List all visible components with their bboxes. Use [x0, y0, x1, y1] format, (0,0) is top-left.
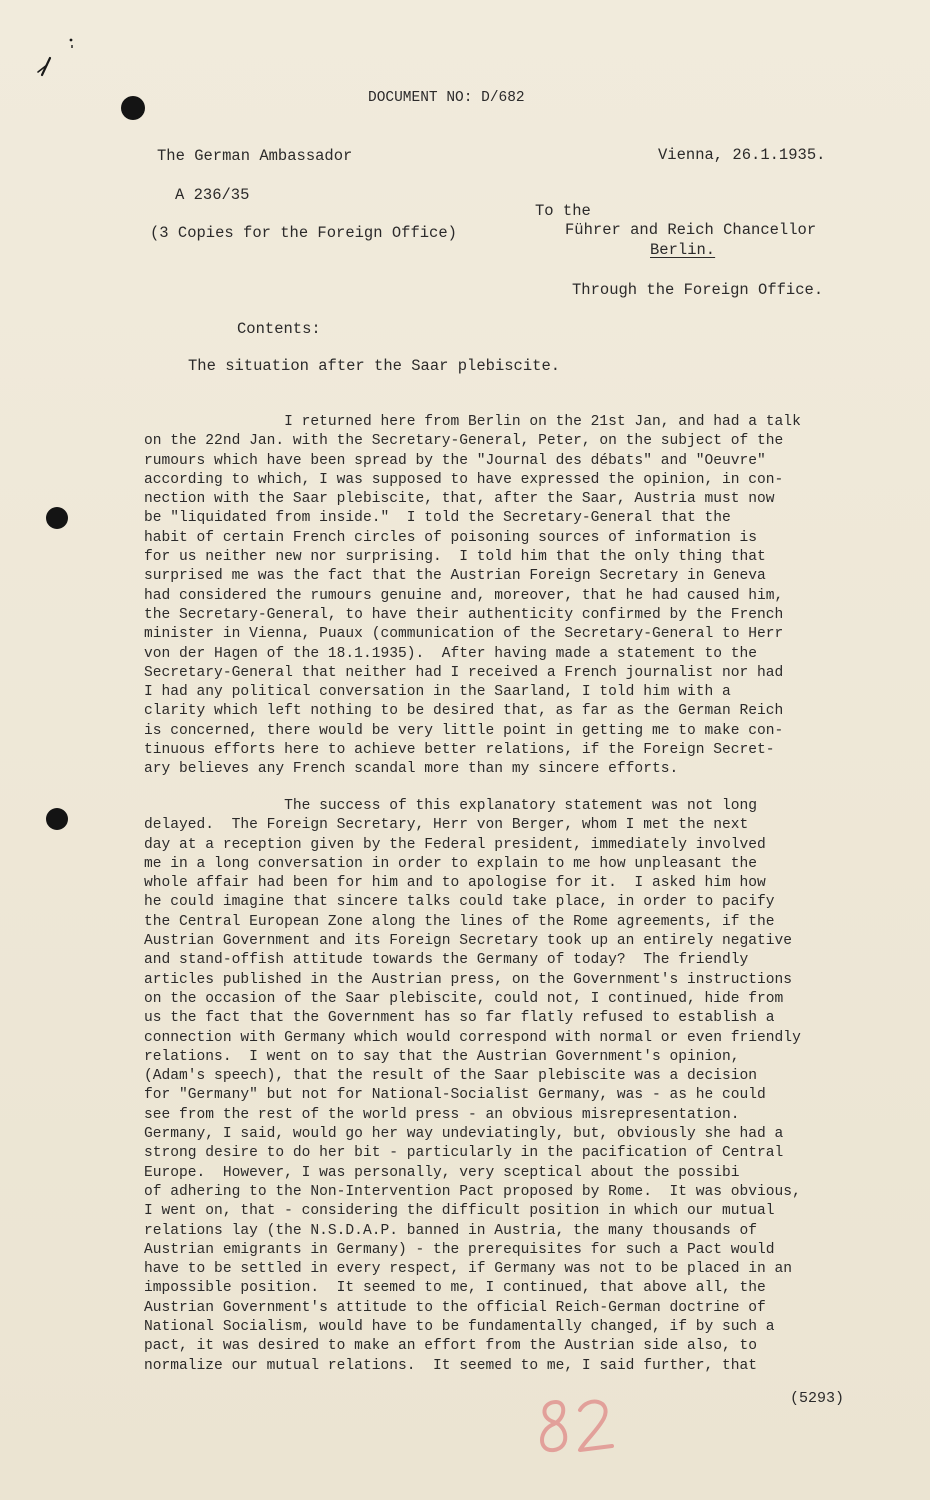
document-number: DOCUMENT NO: D/682	[368, 90, 525, 106]
body-paragraph-1: I returned here from Berlin on the 21st Jan, and had a talk on the 22nd Jan. with the Secretary-General, Peter, on the subject of the rumours which have been spread by the "Journal des débats" and "Oeuvre" according to which, I was supposed to have expressed the opinion, in con- nection with the Saar plebiscite, that, after the Saar, Austria must now be "liquidated from inside." I told the Secretary-General that the habit of certain French circles of poisoning sources of information is for us neither new nor surprising. I told him that the only thing that surprised me was the fact that the Austrian Foreign Secretary in Geneva had considered the rumours genuine and, moreover, that he had caused him, the Secretary-General, to have their authenticity confirmed by the French minister in Vienna, Puaux (communication of the Secretary-General to Herr von der Hagen of the 18.1.1935). After having made a statement to the Secretary-General that neither had I received a French journalist nor had I had any political conversation in the Saarland, I told him with a clarity which left nothing to be desired that, as far as the German Reich is concerned, there would be very little point in getting me to make con- tinuous efforts here to achieve better relations, if the Foreign Secret- ary believes any French scandal more than my sincere efforts.	[144, 414, 801, 778]
recipient-city: Berlin.	[650, 241, 716, 259]
folio-number: (5293)	[790, 1390, 845, 1407]
pencil-mark	[30, 30, 80, 100]
recipient: Führer and Reich Chancellor	[565, 221, 817, 239]
through-line: Through the Foreign Office.	[572, 281, 824, 299]
handwritten-page-number	[532, 1390, 622, 1460]
body-paragraph-2: The success of this explanatory statement was not long delayed. The Foreign Secretary, Herr von Berger, whom I met the next day at a reception given by the Federal president, immediately involved me in a long conversation in order to explain to me how unpleasant the whole affair had been for him and to apologise for it. I asked him how he could imagine that sincere talks could take place, in order to pacify the Central European Zone along the lines of the Rome agreements, if the Austrian Government and its Foreign Secretary took up an entirely negative and stand-offish attitude towards the Germany of today? The friendly articles published in the Austrian press, on the Government's instructions on the occasion of the Saar plebiscite, could not, I continued, hide from us the fact that the Government has so far flatly refused to establish a connection with Germany which would correspond with normal or even friendly relations. I went on to say that the Austrian Government's opinion, (Adam's speech), that the result of the Saar plebiscite was a decision for "Germany" but not for National-Socialist Germany, was - as he could see from the rest of the world press - an obvious misrepresentation. Germany, I said, would go her way undeviatingly, but, obviously she had a strong desire to do her bit - particularly in the pacification of Central Europe. However, I was personally, very sceptical about the possibi of adhering to the Non-Intervention Pact proposed by Rome. It was obvious, I went on, that - considering the difficult position in which our mutual relations lay (the N.S.D.A.P. banned in Austria, the many thousands of Austrian emigrants in Germany) - the prerequisites for such a Pact would have to be settled in every respect, if Germany was not to be placed in an impossible position. It seemed to me, I continued, that above all, the Austrian Government's attitude to the official Reich-German doctrine of National Socialism, would have to be fundamentally changed, if by such a pact, it was desired to make an effort from the Austrian side also, to normalize our mutual relations. It seemed to me, I said further, that	[144, 798, 801, 1374]
sender: The German Ambassador	[157, 147, 353, 165]
to-label: To the	[535, 202, 591, 220]
punch-hole-lower	[46, 808, 68, 830]
copies-note: (3 Copies for the Foreign Office)	[150, 224, 457, 242]
reference-number: A 236/35	[175, 186, 250, 204]
contents-label: Contents:	[237, 320, 321, 338]
punch-hole-top	[121, 96, 145, 120]
subject-line: The situation after the Saar plebiscite.	[188, 357, 561, 375]
place-date: Vienna, 26.1.1935.	[658, 146, 826, 164]
punch-hole-middle	[46, 507, 68, 529]
